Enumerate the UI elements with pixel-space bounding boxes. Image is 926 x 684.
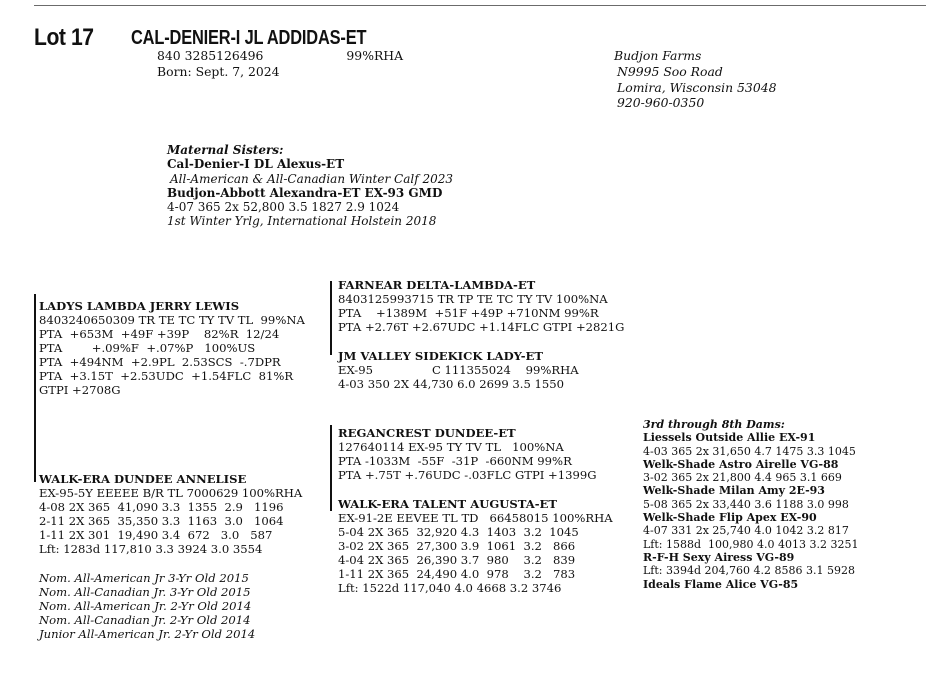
dam-line: 1-11 2X 301 19,490 3.4 672 3.0 587 bbox=[39, 528, 273, 542]
birth-date: Born: Sept. 7, 2024 bbox=[157, 63, 280, 79]
dam-sire-block bbox=[338, 426, 597, 482]
maternal-sisters-heading: Maternal Sisters: bbox=[167, 143, 284, 157]
sire-line: PTA +653M +49F +39P 82%R 12/24 bbox=[39, 327, 280, 341]
consignor-city: Lomira, Wisconsin 53048 bbox=[617, 79, 777, 95]
sister2-name: Budjon-Abbott Alexandra-ET EX-93 GMD bbox=[167, 185, 443, 200]
dam-block bbox=[39, 472, 302, 556]
dam-honor: Junior All-American Jr. 2-Yr Old 2014 bbox=[39, 627, 256, 641]
dam-dam-line: 1-11 2X 365 24,490 4.0 978 3.2 783 bbox=[338, 567, 576, 581]
sire-line: PTA +3.15T +2.53UDC +1.54FLC 81%R bbox=[39, 369, 294, 383]
sire-sire-line: PTA +2.76T +2.67UDC +1.14FLC GTPI +2821G bbox=[338, 320, 625, 334]
dam-honor: Nom. All-Canadian Jr. 3-Yr Old 2015 bbox=[39, 585, 251, 599]
sire-block bbox=[39, 299, 305, 397]
consignor-address: N9995 Soo Road bbox=[617, 63, 723, 79]
sister2-record: 4-07 365 2x 52,800 3.5 1827 2.9 1024 bbox=[167, 200, 400, 215]
sire-line: 8403240650309 TR TE TC TY TV TL 99%NA bbox=[39, 313, 305, 327]
dam-honor: Nom. All-American Jr. 2-Yr Old 2014 bbox=[39, 599, 252, 613]
top-rule bbox=[34, 5, 926, 6]
dam-dam-line: 4-04 2X 365 26,390 3.7 980 3.2 839 bbox=[338, 553, 576, 567]
dam-7-name: R-F-H Sexy Airess VG-89 bbox=[643, 550, 795, 564]
sire-sire-line: 8403125993715 TR TP TE TC TY TV 100%NA bbox=[338, 292, 608, 306]
animal-reg: 840 3285126496 99%RHA bbox=[157, 48, 404, 63]
dam-4-name: Welk-Shade Astro Airelle VG-88 bbox=[643, 457, 839, 471]
dam-dam-line: 3-02 2X 365 27,300 3.9 1061 3.2 866 bbox=[338, 539, 576, 553]
pedigree-line-sire bbox=[330, 281, 332, 355]
dam-sire-line: PTA -1033M -55F -31P -660NM 99%R bbox=[338, 454, 572, 468]
animal-info bbox=[157, 48, 403, 79]
sire-dam-block bbox=[338, 349, 579, 391]
dam-6-name: Welk-Shade Flip Apex EX-90 bbox=[643, 511, 817, 525]
dam-7-lifetime: Lft: 3394d 204,760 4.2 8586 3.1 5928 bbox=[643, 564, 855, 578]
extended-dams bbox=[643, 418, 858, 591]
pedigree-line-dam bbox=[34, 294, 36, 482]
dam-4-record: 3-02 365 2x 21,800 4.4 965 3.1 669 bbox=[643, 471, 842, 485]
sire-sire-block bbox=[338, 278, 624, 334]
sire-dam-line: EX-95 C 111355024 99%RHA bbox=[338, 363, 579, 377]
extended-dams-heading: 3rd through 8th Dams: bbox=[643, 418, 785, 431]
dam-8-name: Ideals Flame Alice VG-85 bbox=[643, 577, 799, 591]
dam-sire-name: REGANCREST DUNDEE-ET bbox=[338, 426, 516, 440]
dam-6-record: 4-07 331 2x 25,740 4.0 1042 3.2 817 bbox=[643, 524, 849, 538]
dam-3-name: Liessels Outside Allie EX-91 bbox=[643, 431, 816, 445]
consignor-phone: 920-960-0350 bbox=[617, 95, 705, 111]
dam-line: EX-95-5Y EEEEE B/R TL 7000629 100%RHA bbox=[39, 486, 303, 500]
sister2-note: 1st Winter Yrlg, International Holstein 2018 bbox=[167, 214, 437, 229]
lot-number: Lot 17 bbox=[34, 24, 94, 51]
dam-dam-line: Lft: 1522d 117,040 4.0 4668 3.2 3746 bbox=[338, 581, 562, 595]
animal-name: CAL-DENIER-I JL ADDIDAS-ET bbox=[131, 27, 367, 49]
dam-5-record: 5-08 365 2x 33,440 3.6 1188 3.0 998 bbox=[643, 497, 849, 511]
maternal-sisters bbox=[167, 143, 453, 229]
sire-line: GTPI +2708G bbox=[39, 383, 121, 397]
dam-dam-line: EX-91-2E EEVEE TL TD 66458015 100%RHA bbox=[338, 511, 613, 525]
dam-line: 2-11 2X 365 35,350 3.3 1163 3.0 1064 bbox=[39, 514, 284, 528]
sire-line: PTA +.09%F +.07%P 100%US bbox=[39, 341, 256, 355]
dam-line: 4-08 2X 365 41,090 3.3 1355 2.9 1196 bbox=[39, 500, 284, 514]
dam-sire-line: PTA +.75T +.76UDC -.03FLC GTPI +1399G bbox=[338, 468, 597, 482]
animal-rha: 99%RHA bbox=[346, 48, 404, 63]
sire-line: PTA +494NM +2.9PL 2.53SCS -.7DPR bbox=[39, 355, 281, 369]
dam-dam-name: WALK-ERA TALENT AUGUSTA-ET bbox=[338, 497, 557, 511]
dam-line: Lft: 1283d 117,810 3.3 3924 3.0 3554 bbox=[39, 542, 263, 556]
consignor-block bbox=[614, 48, 776, 111]
sister1-name: Cal-Denier-I DL Alexus-ET bbox=[167, 157, 345, 172]
dam-honor: Nom. All-American Jr 3-Yr Old 2015 bbox=[39, 571, 249, 585]
consignor-farm: Budjon Farms bbox=[614, 48, 702, 63]
dam-6-lifetime: Lft: 1588d 100,980 4.0 4013 3.2 3251 bbox=[643, 537, 859, 551]
dam-name: WALK-ERA DUNDEE ANNELISE bbox=[39, 472, 247, 486]
sire-sire-name: FARNEAR DELTA-LAMBDA-ET bbox=[338, 278, 536, 292]
dam-3-record: 4-03 365 2x 31,650 4.7 1475 3.3 1045 bbox=[643, 444, 856, 458]
dam-5-name: Welk-Shade Milan Amy 2E-93 bbox=[643, 484, 825, 498]
dam-honors bbox=[39, 571, 255, 641]
dam-dam-line: 5-04 2X 365 32,920 4.3 1403 3.2 1045 bbox=[338, 525, 579, 539]
dam-dam-block bbox=[338, 497, 613, 595]
sire-name: LADYS LAMBDA JERRY LEWIS bbox=[39, 299, 240, 313]
dam-sire-line: 127640114 EX-95 TY TV TL 100%NA bbox=[338, 440, 564, 454]
sire-dam-name: JM VALLEY SIDEKICK LADY-ET bbox=[338, 349, 544, 363]
sire-dam-line: 4-03 350 2X 44,730 6.0 2699 3.5 1550 bbox=[338, 377, 565, 391]
sister1-note: All-American & All-Canadian Winter Calf 2023 bbox=[170, 171, 453, 186]
pedigree-line-damside bbox=[330, 425, 332, 511]
sire-sire-line: PTA +1389M +51F +49P +710NM 99%R bbox=[338, 306, 599, 320]
dam-honor: Nom. All-Canadian Jr. 2-Yr Old 2014 bbox=[39, 613, 251, 627]
